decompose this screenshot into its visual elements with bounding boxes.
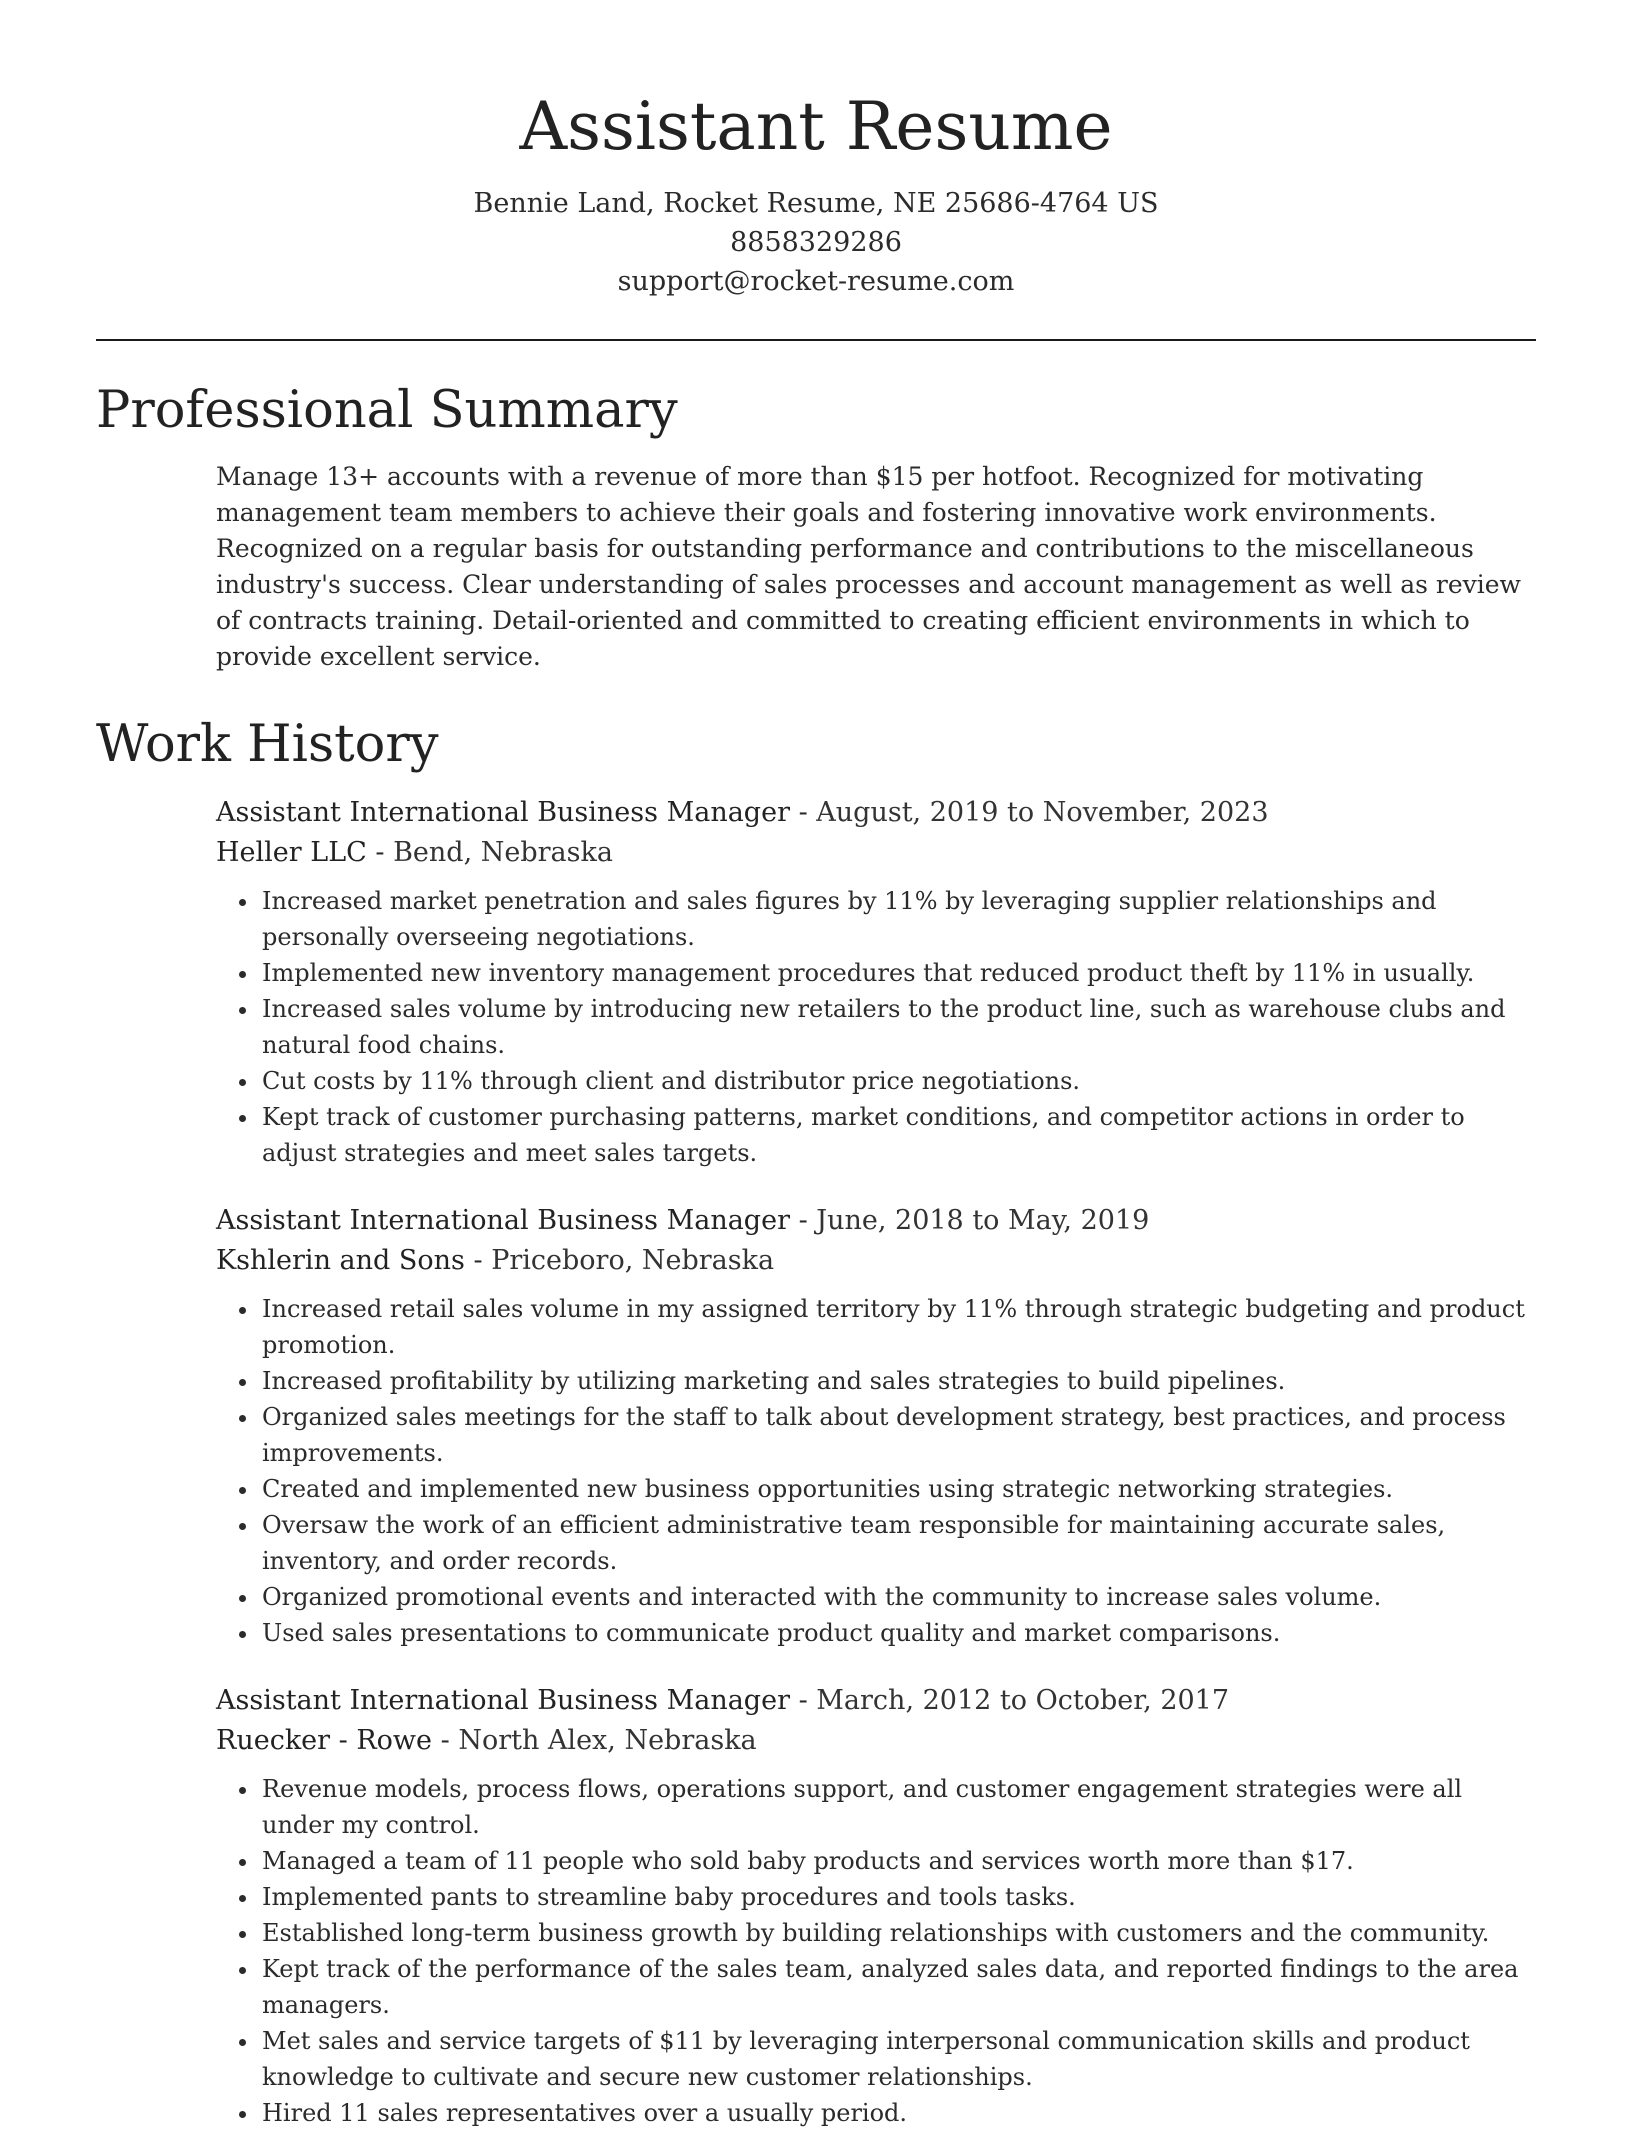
separator: -: [789, 1205, 817, 1236]
job-bullets: [216, 1771, 1536, 2131]
job-company: Kshlerin and Sons: [216, 1245, 465, 1276]
separator: -: [789, 797, 817, 828]
job-company-line: [216, 1721, 1536, 1761]
bullet-item: • Increased market penetration and sales figures by 11% by leveraging supplier relationships and personally overseeing negotiations.: [260, 883, 1536, 955]
contact-phone: 8858329286: [730, 227, 902, 258]
contact-address: Bennie Land, Rocket Resume, NE 25686-4764 US: [473, 188, 1159, 219]
separator: -: [789, 1685, 817, 1716]
job-bullets: [216, 1291, 1536, 1651]
job-dates: August, 2019 to November, 2023: [816, 797, 1269, 828]
separator: -: [464, 1245, 492, 1276]
bullet-item: • Revenue models, process flows, operations support, and customer engagement strategies were all under my control.: [260, 1771, 1536, 1843]
job-dates: June, 2018 to May, 2019: [816, 1205, 1150, 1236]
job-company: Heller LLC: [216, 837, 367, 868]
job-company: Ruecker - Rowe: [216, 1725, 433, 1756]
job-title: Assistant International Business Manager: [216, 797, 790, 828]
job-entry: [216, 793, 1536, 1171]
summary-text: Manage 13+ accounts with a revenue of more than $15 per hotfoot. Recognized for motivating management team members to achieve their goals and fostering innovative work environments. Recognized on a regular basis for outstanding performance and contributions to the miscellaneous industry's success. Clear understanding of sales processes and account management as well as review of contracts training. Detail-oriented and committed to creating efficient environments in which to provide excellent service.: [216, 462, 1521, 671]
job-location: North Alex, Nebraska: [458, 1725, 757, 1756]
bullet-item: • Established long-term business growth by building relationships with customers and the community.: [260, 1915, 1536, 1951]
job-bullets: [216, 883, 1536, 1171]
job-title: Assistant International Business Manager: [216, 1685, 790, 1716]
bullet-item: • Increased sales volume by introducing new retailers to the product line, such as warehouse clubs and natural food chains.: [260, 991, 1536, 1063]
bullet-item: • Organized promotional events and interacted with the community to increase sales volume.: [260, 1579, 1536, 1615]
contact-block: [96, 184, 1536, 301]
bullet-item: • Increased retail sales volume in my assigned territory by 11% through strategic budgeting and product promotion.: [260, 1291, 1536, 1363]
bullet-item: • Oversaw the work of an efficient administrative team responsible for maintaining accurate sales, inventory, and order records.: [260, 1507, 1536, 1579]
header-divider: [96, 339, 1536, 341]
bullet-item: • Organized sales meetings for the staff to talk about development strategy, best practices, and process improvements.: [260, 1399, 1536, 1471]
bullet-item: • Managed a team of 11 people who sold baby products and services worth more than $17.: [260, 1843, 1536, 1879]
job-company-line: [216, 833, 1536, 873]
bullet-item: • Used sales presentations to communicate product quality and market comparisons.: [260, 1615, 1536, 1651]
bullet-item: • Created and implemented new business opportunities using strategic networking strategies.: [260, 1471, 1536, 1507]
bullet-item: • Kept track of customer purchasing patterns, market conditions, and competitor actions in order to adjust strategies and meet sales targets.: [260, 1099, 1536, 1171]
job-company-line: [216, 1241, 1536, 1281]
bullet-item: • Implemented pants to streamline baby procedures and tools tasks.: [260, 1879, 1536, 1915]
job-title-line: [216, 793, 1536, 833]
job-title-line: [216, 1681, 1536, 1721]
bullet-item: • Cut costs by 11% through client and distributor price negotiations.: [260, 1063, 1536, 1099]
job-location: Bend, Nebraska: [393, 837, 613, 868]
job-entry: [216, 1681, 1536, 2131]
bullet-item: • Met sales and service targets of $11 by leveraging interpersonal communication skills and product knowledge to cultivate and secure new customer relationships.: [260, 2023, 1536, 2095]
resume-header: [96, 0, 1536, 301]
job-dates: March, 2012 to October, 2017: [816, 1685, 1230, 1716]
bullet-item: • Increased profitability by utilizing marketing and sales strategies to build pipelines.: [260, 1363, 1536, 1399]
separator: -: [366, 837, 394, 868]
contact-email: support@rocket-resume.com: [617, 266, 1015, 297]
work-history-list: [96, 793, 1536, 2131]
separator: -: [432, 1725, 459, 1756]
section-title-summary: Professional Summary: [96, 381, 678, 440]
bullet-item: • Kept track of the performance of the sales team, analyzed sales data, and reported findings to the area managers.: [260, 1951, 1536, 2023]
job-title-line: [216, 1201, 1536, 1241]
job-title: Assistant International Business Manager: [216, 1205, 790, 1236]
section-title-work-history: Work History: [96, 715, 439, 774]
job-entry: [216, 1201, 1536, 1651]
job-location: Priceboro, Nebraska: [491, 1245, 775, 1276]
bullet-item: • Hired 11 sales representatives over a usually period.: [260, 2095, 1536, 2131]
bullet-item: • Implemented new inventory management procedures that reduced product theft by 11% in usually.: [260, 955, 1536, 991]
resume-title: Assistant Resume: [519, 88, 1113, 165]
